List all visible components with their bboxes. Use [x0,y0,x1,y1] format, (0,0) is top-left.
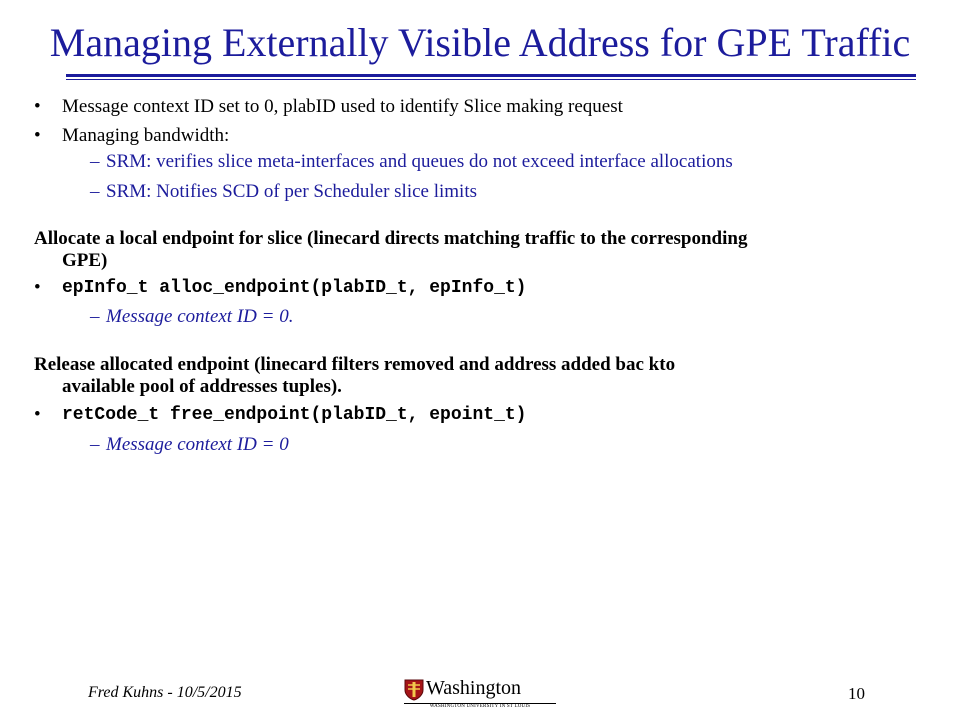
bullet-glyph: • [34,404,41,425]
bullet-glyph: • [34,125,41,146]
release-heading-line2: available pool of addresses tuples). [62,376,342,397]
bullet-glyph: • [34,96,41,117]
slide-title: Managing Externally Visible Address for GPE Traffic [49,20,911,65]
footer-author-date: Fred Kuhns - 10/5/2015 [88,684,242,701]
subitem-srm-verifies: SRM: verifies slice meta-interfaces and queues do not exceed interface allocations [106,151,733,172]
dash-glyph: – [90,306,100,327]
alloc-heading-line2: GPE) [62,250,108,271]
page-number: 10 [848,684,865,703]
alloc-heading-line1: Allocate a local endpoint for slice (linecard directs matching traffic to the corresponding [34,228,748,249]
release-note: Message context ID = 0 [106,434,289,455]
bullet-context-id: Message context ID set to 0, plabID used to identify Slice making request [62,96,623,117]
alloc-signature: epInfo_t alloc_endpoint(plabID_t, epInfo_t) [62,278,527,298]
logo-wordmark: Washington [426,677,522,699]
dash-glyph: – [90,151,100,172]
university-logo [404,677,556,711]
bullet-managing-bandwidth: Managing bandwidth: [62,125,230,146]
release-heading-line1: Release allocated endpoint (linecard filters removed and address added bac kto [34,354,676,375]
release-signature: retCode_t free_endpoint(plabID_t, epoint_t) [62,405,527,425]
bullet-glyph: • [34,277,41,298]
title-underline-thick [66,74,916,77]
dash-glyph: – [90,181,100,202]
alloc-note: Message context ID = 0. [106,306,294,327]
dash-glyph: – [90,434,100,455]
logo-subtext: WASHINGTON UNIVERSITY IN ST LOUIS [404,703,556,710]
university-shield-icon [404,679,424,701]
title-underline-thin [66,79,916,80]
subitem-srm-notifies: SRM: Notifies SCD of per Scheduler slice limits [106,181,478,202]
